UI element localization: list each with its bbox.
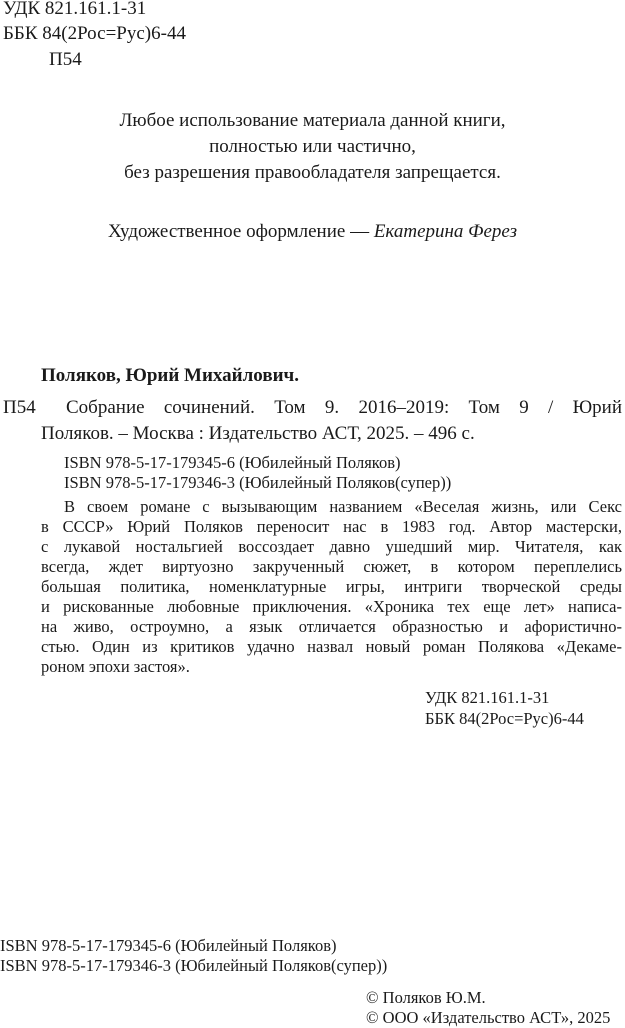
header-code: П54 xyxy=(49,49,82,70)
catalog-author: Поляков, Юрий Михайлович. xyxy=(41,365,299,386)
copyright-author: © Поляков Ю.М. xyxy=(366,988,486,1007)
annotation-line-5: большая политика, номенклатурные игры, интриги творческой среды xyxy=(41,577,622,596)
art-design-artist: Екатерина Ферез xyxy=(373,221,517,242)
rights-notice-line-2: полностью или частично, xyxy=(209,136,416,157)
art-design-label: Художественное оформление — xyxy=(107,221,374,242)
annotation-line-6: и рискованные любовные приключения. «Хроника тех еще лет» написа- xyxy=(41,597,622,616)
annotation-line-8: стью. Один из критиков удачно назвал новый роман Полякова «Декаме- xyxy=(41,637,622,656)
annotation-line-3: с лукавой ностальгией воссоздает давно ушедший мир. Читателя, как xyxy=(41,537,622,556)
catalog-title-line-2: Поляков. – Москва : Издательство АСТ, 2025. – 496 с. xyxy=(41,423,475,444)
catalog-isbn-1: ISBN 978-5-17-179345-6 (Юбилейный Поляков) xyxy=(64,453,401,472)
rights-notice-line-3: без разрешения правообладателя запрещается. xyxy=(124,162,501,183)
catalog-isbn-2: ISBN 978-5-17-179346-3 (Юбилейный Поляков(супер)) xyxy=(64,473,452,492)
header-udk: УДК 821.161.1-31 xyxy=(3,0,147,19)
header-bbk: ББК 84(2Рос=Рус)6-44 xyxy=(3,23,186,44)
catalog-title-line-1: Собрание сочинений. Том 9. 2016–2019: Том 9 / Юрий xyxy=(66,397,622,418)
annotation-line-1: В своем романе с вызывающим названием «Веселая жизнь, или Секс xyxy=(64,497,622,516)
catalog-bbk: ББК 84(2Рос=Рус)6-44 xyxy=(425,709,584,728)
catalog-udk: УДК 821.161.1-31 xyxy=(425,688,550,707)
annotation-line-9: роном эпохи застоя». xyxy=(41,657,190,676)
copyright-publisher: © ООО «Издательство АСТ», 2025 xyxy=(366,1008,611,1027)
footer-isbn-1: ISBN 978-5-17-179345-6 (Юбилейный Поляков) xyxy=(0,936,337,955)
annotation-line-2: в СССР» Юрий Поляков переносит нас в 1983 год. Автор мастерски, xyxy=(41,517,622,536)
annotation-line-4: всегда, ждет виртуозно закрученный сюжет, в котором переплелись xyxy=(41,557,622,576)
catalog-code: П54 xyxy=(3,397,36,418)
rights-notice-line-1: Любое использование материала данной книги, xyxy=(119,110,506,131)
footer-isbn-2: ISBN 978-5-17-179346-3 (Юбилейный Поляков(супер)) xyxy=(0,956,388,975)
annotation-line-7: на живо, остроумно, а язык отличается образностью и афористично- xyxy=(41,617,622,636)
art-design xyxy=(0,220,625,244)
